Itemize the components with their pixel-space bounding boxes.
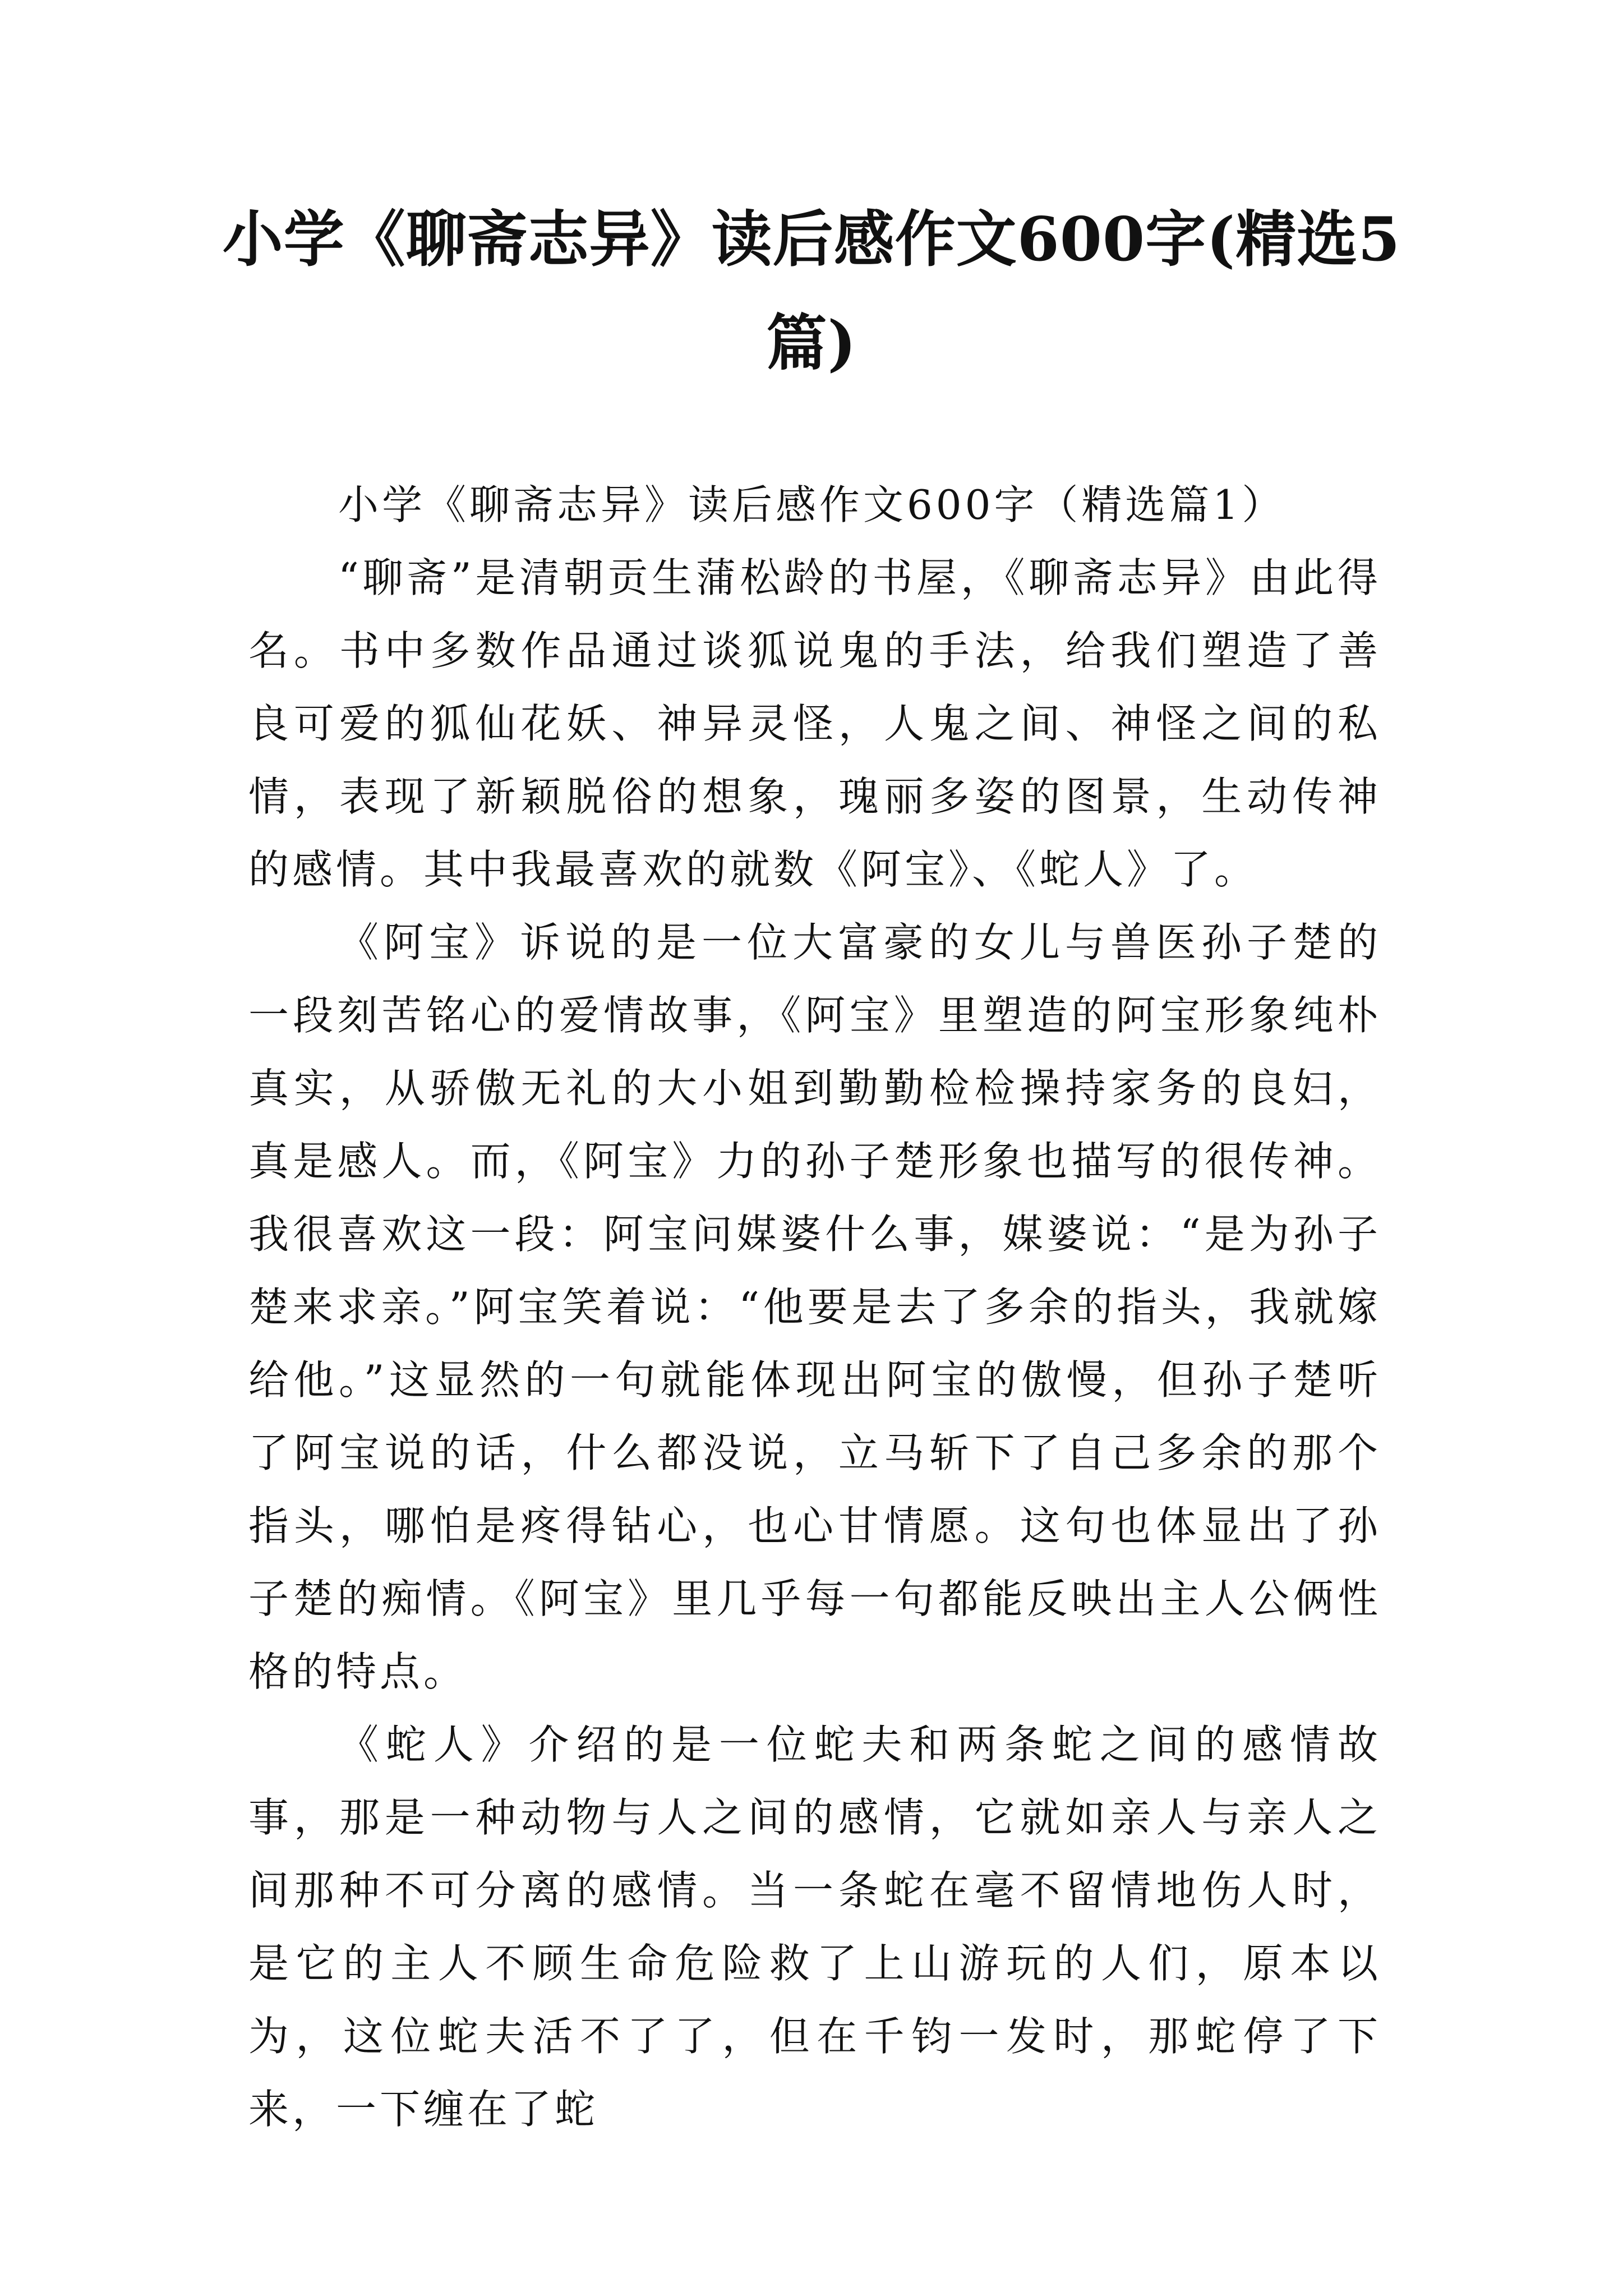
document-title [202, 188, 1421, 395]
document-body [248, 468, 1381, 2146]
section-heading: 小学《聊斋志异》读后感作文600字（精选篇1） [338, 481, 1286, 528]
document-title-line-1: 小学《聊斋志异》读后感作文600字(精选5 [222, 204, 1401, 275]
paragraph-1: “聊斋”是清朝贡生蒲松龄的书屋，《聊斋志异》由此得名。书中多数作品通过谈狐说鬼的手法，给我们塑造了善良可爱的狐仙花妖、神异灵怪，人鬼之间、神怪之间的私情，表现了新颖脱俗的想象，瑰丽多姿的图景，生动传神的感情。其中我最喜欢的就数《阿宝》、《蛇人》了。 [248, 554, 1381, 893]
paragraph-3: 《蛇人》介绍的是一位蛇夫和两条蛇之间的感情故事，那是一种动物与人之间的感情，它就如亲人与亲人之间那种不可分离的感情。当一条蛇在毫不留情地伤人时，是它的主人不顾生命危险救了上山游玩的人们，原本以为，这位蛇夫活不了了，但在千钧一发时，那蛇停了下来，一下缠在了蛇 [248, 1721, 1381, 2133]
paragraph-2: 《阿宝》诉说的是一位大富豪的女儿与兽医孙子楚的一段刻苦铭心的爱情故事，《阿宝》里塑造的阿宝形象纯朴真实，从骄傲无礼的大小姐到勤勤检检操持家务的良妇，真是感人。而，《阿宝》力的孙子楚形象也描写的很传神。我很喜欢这一段：阿宝问媒婆什么事，媒婆说：“是为孙子楚来求亲。”阿宝笑着说：“他要是去了多余的指头，我就嫁给他。”这显然的一句就能体现出阿宝的傲慢，但孙子楚听了阿宝说的话，什么都没说，立马斩下了自己多余的那个指头，哪怕是疼得钻心，也心甘情愿。这句也体显出了孙子楚的痴情。《阿宝》里几乎每一句都能反映出主人公俩性格的特点。 [248, 919, 1381, 1695]
document-title-line-2: 篇) [766, 308, 857, 379]
